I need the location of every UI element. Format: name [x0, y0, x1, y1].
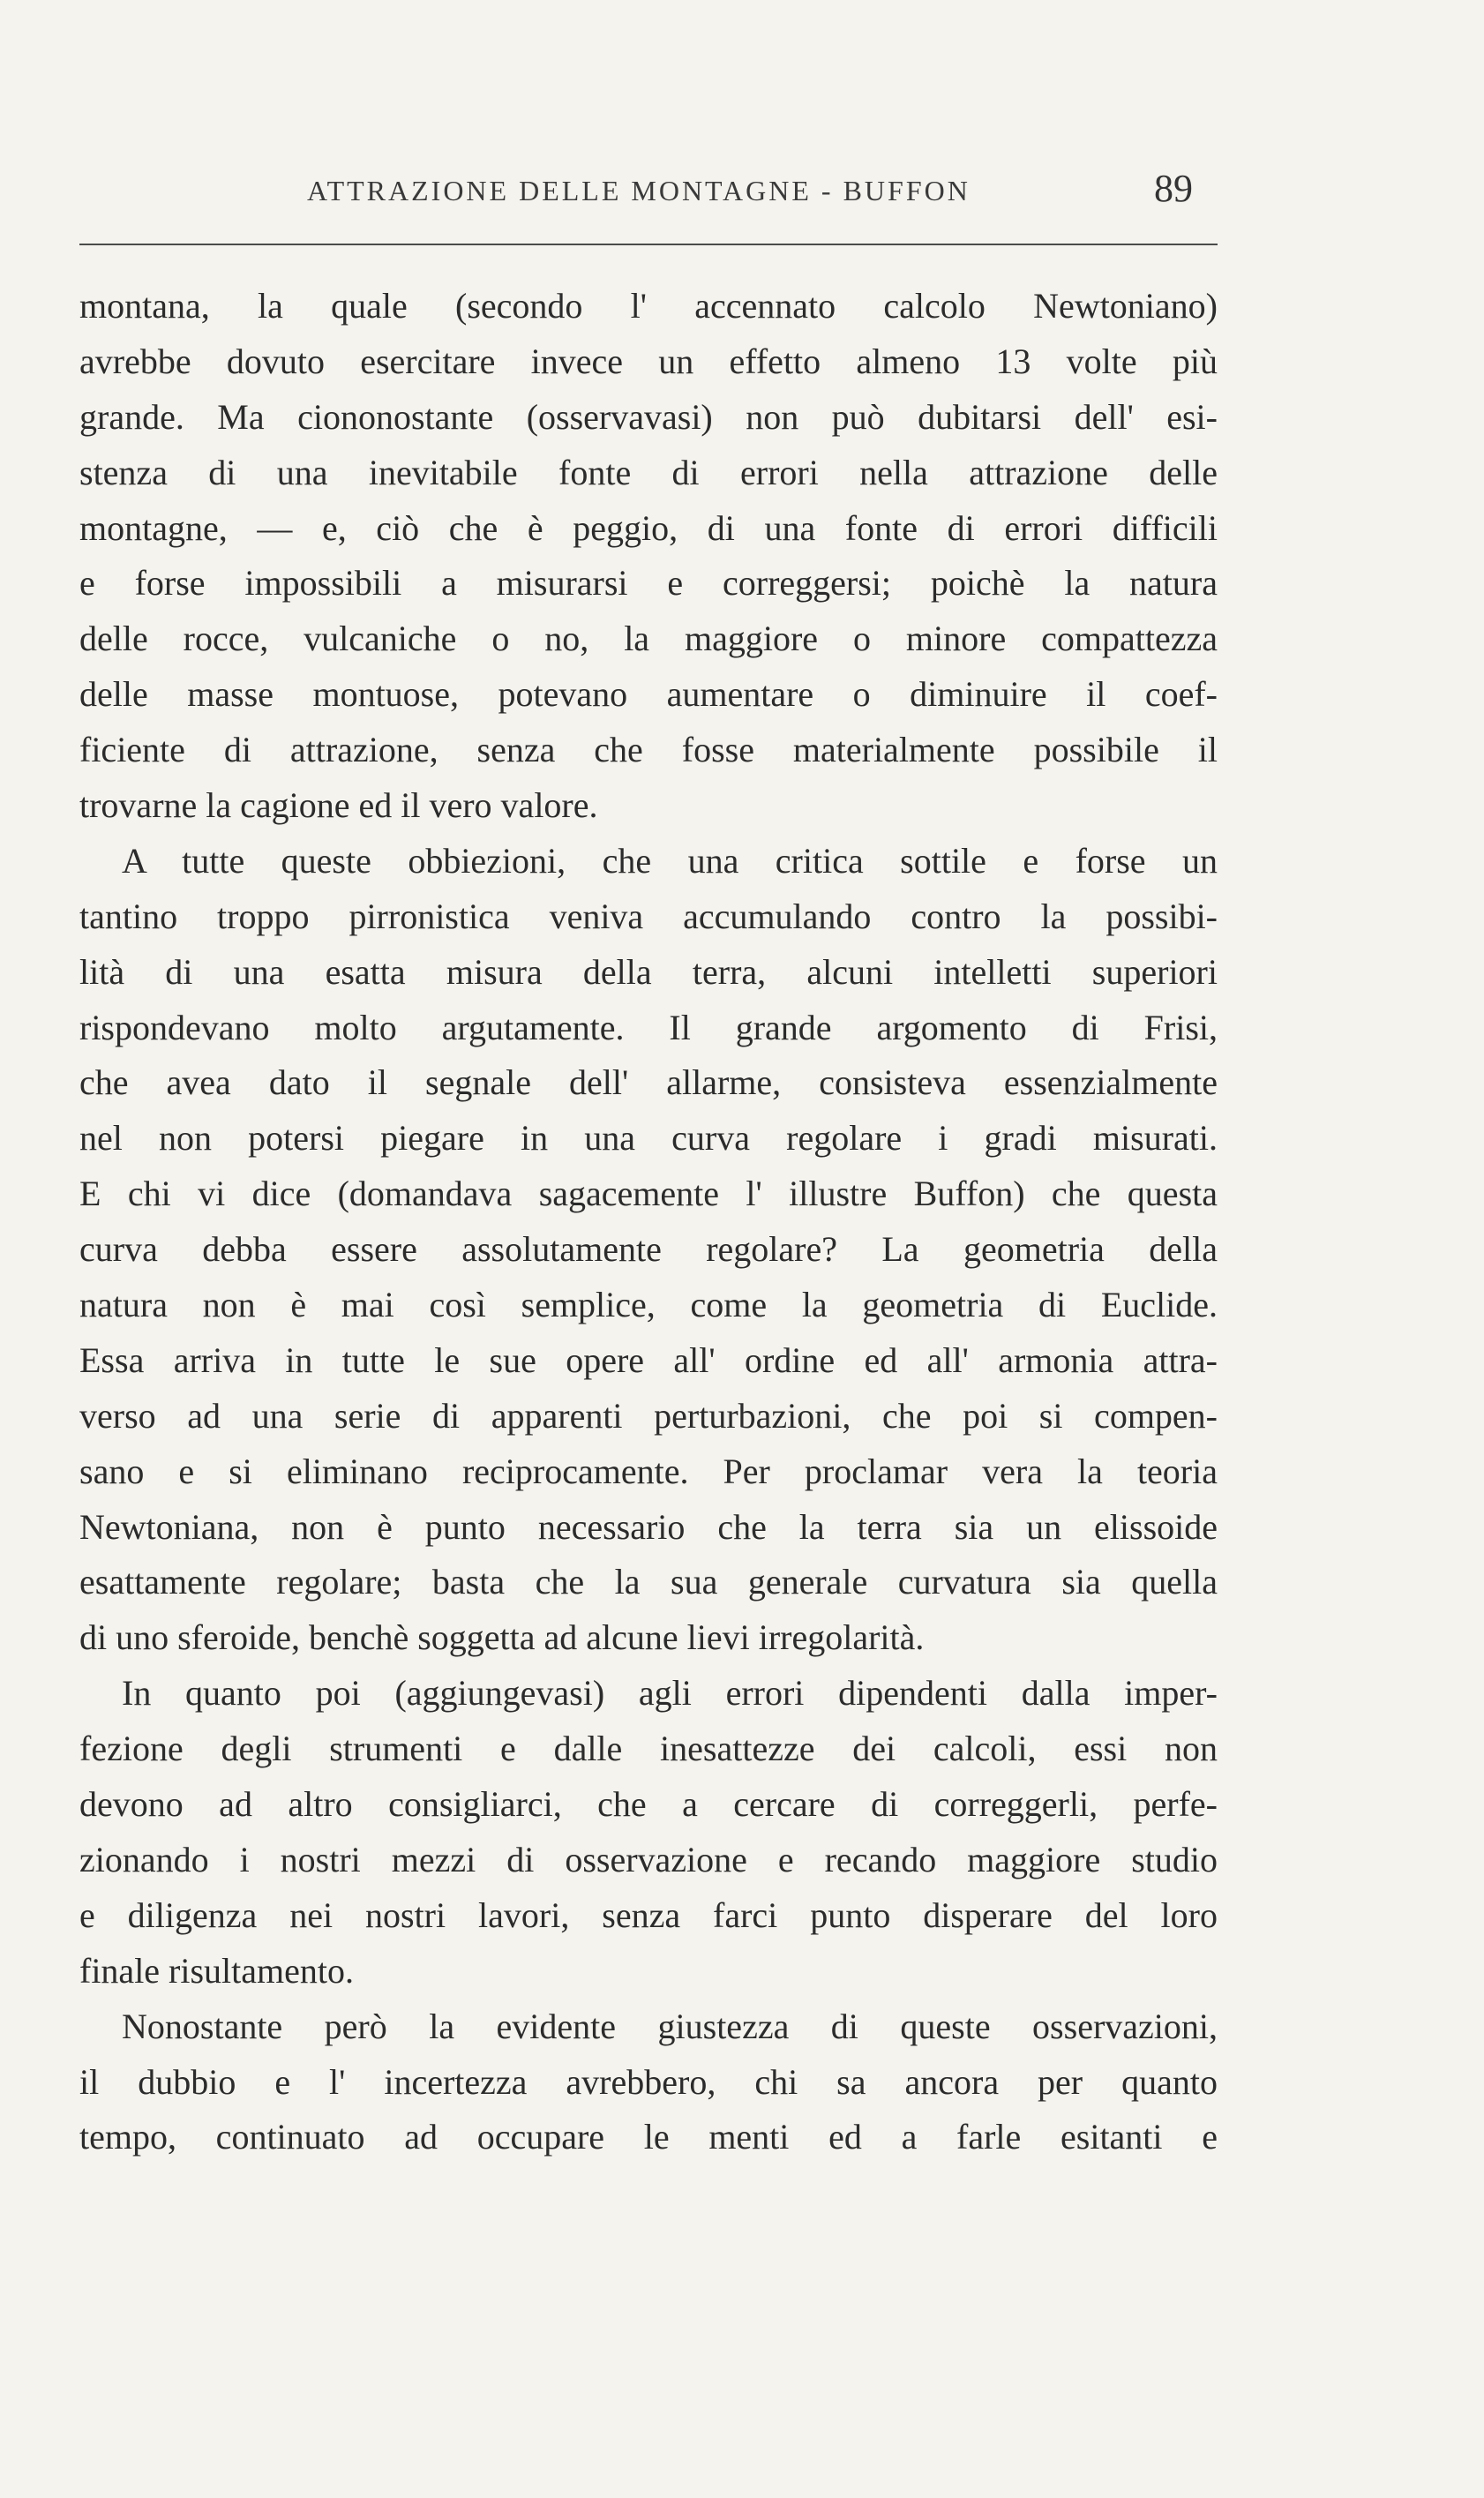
text-line: e forse impossibili a misurarsi e correggersi; poichè la natura [79, 563, 1218, 604]
text-line: fezione degli strumenti e dalle inesattezze dei calcoli, essi non [79, 1729, 1218, 1769]
text-line: tempo, continuato ad occupare le menti ed a farle esitanti e [79, 2117, 1218, 2157]
text-line: stenza di una inevitabile fonte di errori nella attrazione delle [79, 452, 1218, 492]
text-line: E chi vi dice (domandava sagacemente l' illustre Buffon) che questa [79, 1174, 1218, 1214]
text-line: che avea dato il segnale dell' allarme, consisteva essenzialmente [79, 1062, 1218, 1103]
text-line: finale risultamento. [79, 1950, 355, 1991]
text-line: ficiente di attrazione, senza che fosse materialmente possibile il [79, 730, 1218, 770]
text-line: delle rocce, vulcaniche o no, la maggiore o minore compattezza [79, 619, 1218, 659]
header-rule [79, 244, 1218, 245]
text-line: zionando i nostri mezzi di osservazione e recando maggiore studio [79, 1839, 1218, 1879]
text-line: Newtoniana, non è punto necessario che la terra sia un elissoide [79, 1506, 1218, 1547]
text-line: trovarne la cagione ed il vero valore. [79, 785, 598, 826]
page-number: 89 [1154, 167, 1193, 210]
text-line: montagne, — e, ciò che è peggio, di una fonte di errori difficili [79, 507, 1218, 548]
running-head: ATTRAZIONE DELLE MONTAGNE - BUFFON [307, 175, 971, 206]
text-line: nel non potersi piegare in una curva regolare i gradi misurati. [79, 1118, 1218, 1159]
text-line: delle masse montuose, potevano aumentare o diminuire il coef- [79, 674, 1218, 715]
text-line: curva debba essere assolutamente regolare? La geometria della [79, 1229, 1218, 1270]
text-line: il dubbio e l' incertezza avrebbero, chi sa ancora per quanto [79, 2061, 1218, 2102]
text-line: A tutte queste obbiezioni, che una critica sottile e forse un [122, 840, 1218, 881]
text-line: sano e si eliminano reciprocamente. Per proclamar vera la teoria [79, 1451, 1218, 1491]
text-line: montana, la quale (secondo l' accennato calcolo Newtoniano) [79, 286, 1218, 326]
text-line: di uno sferoide, benchè soggetta ad alcune lievi irregolarità. [79, 1617, 925, 1658]
text-line: esattamente regolare; basta che la sua generale curvatura sia quella [79, 1562, 1218, 1602]
text-line: In quanto poi (aggiungevasi) agli errori dipendenti dalla imper- [122, 1673, 1218, 1714]
text-line: avrebbe dovuto esercitare invece un effetto almeno 13 volte più [79, 341, 1218, 381]
text-line: grande. Ma ciononostante (osservavasi) non può dubitarsi dell' esi- [79, 396, 1218, 437]
text-line: lità di una esatta misura della terra, alcuni intelletti superiori [79, 951, 1218, 992]
text-line: devono ad altro consigliarci, che a cercare di correggerli, perfe- [79, 1784, 1218, 1825]
text-line: rispondevano molto argutamente. Il grande argomento di Frisi, [79, 1007, 1218, 1047]
text-line: natura non è mai così semplice, come la geometria di Euclide. [79, 1285, 1218, 1325]
text-line: Nonostante però la evidente giustezza di queste osservazioni, [122, 2006, 1218, 2046]
text-line: verso ad una serie di apparenti perturbazioni, che poi si compen- [79, 1395, 1218, 1436]
text-line: tantino troppo pirronistica veniva accumulando contro la possibi- [79, 896, 1218, 936]
text-line: Essa arriva in tutte le sue opere all' ordine ed all' armonia attra- [79, 1339, 1218, 1380]
body-text [79, 279, 1218, 2165]
text-line: e diligenza nei nostri lavori, senza farci punto disperare del loro [79, 1894, 1218, 1935]
